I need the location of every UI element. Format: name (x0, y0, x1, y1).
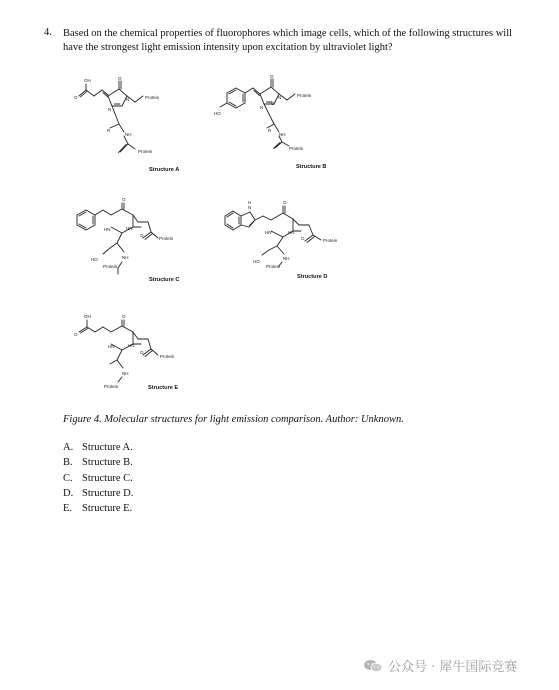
option-letter: D. (63, 487, 74, 499)
option-letter: B. (63, 457, 73, 469)
question-number: 4. (44, 27, 52, 38)
structure-d-label: HN (288, 230, 295, 235)
structure-b-label: N (278, 95, 282, 100)
structure-d-label: O (283, 200, 287, 205)
structure-c-caption: Structure C (149, 277, 180, 283)
structure-d (213, 188, 353, 288)
answer-options (63, 440, 133, 516)
structure-b-label: O (271, 101, 275, 106)
structure-d-label: Protein (323, 238, 338, 243)
structure-a-label: Protein (138, 149, 153, 154)
structure-c-label: Protein (159, 236, 174, 241)
structure-c-label: HO (91, 257, 98, 262)
structure-a-label: N (108, 107, 112, 112)
structure-c-label: O (140, 233, 144, 238)
structure-a-label: N (126, 97, 130, 102)
structure-e-label: NH (122, 371, 129, 376)
option-letter: E. (63, 503, 73, 515)
structure-a-drawing (70, 72, 200, 177)
figure-caption: Figure 4. Molecular structures for light emission comparison. Author: Unknown. (63, 414, 404, 425)
question-text: Based on the chemical properties of fluorophores which image cells, which of the following structures will have the strongest light emission intensity upon excitation by ultraviolet light? (63, 28, 513, 53)
structure-c-drawing (66, 188, 196, 288)
option-a[interactable] (63, 440, 133, 455)
structure-d-label: HN (265, 230, 272, 235)
structure-e-drawing (70, 300, 200, 400)
structure-e-label: O (140, 350, 144, 355)
structure-e-label: OH (84, 314, 91, 319)
option-text: Structure D. (82, 487, 134, 499)
structure-e-label: Protein (104, 384, 119, 389)
option-letter: C. (63, 472, 73, 484)
structure-b-label: N (260, 105, 264, 110)
option-b[interactable] (63, 455, 133, 470)
structure-a-label: Protein (145, 95, 160, 100)
structure-b (212, 72, 347, 177)
structure-b-label: HO (214, 111, 221, 116)
structure-a-label: O (74, 95, 78, 100)
structure-b-label: Protein (297, 93, 312, 98)
option-c[interactable] (63, 471, 133, 486)
structure-e-label: O (122, 314, 126, 319)
structure-e-label: Protein (160, 354, 175, 359)
structure-d-label: NH (283, 256, 290, 261)
structure-e-label: HN (108, 344, 115, 349)
option-letter: A. (63, 442, 74, 453)
watermark-text: 公众号 · 犀牛国际竞赛 (388, 660, 518, 675)
option-text: Structure A. (82, 442, 133, 453)
structure-b-caption: Structure B (296, 164, 327, 170)
structure-a-label: R (107, 128, 111, 133)
option-text: Structure C. (82, 472, 133, 484)
structure-c-label: HN (126, 226, 133, 231)
option-d[interactable] (63, 486, 133, 501)
structure-d-label: HO (253, 259, 260, 264)
structure-c-label: HN (104, 227, 111, 232)
structure-c-label: O (122, 197, 126, 202)
structure-b-label: Protein (289, 146, 304, 151)
structure-e (70, 300, 200, 400)
structure-b-label: O (270, 74, 274, 79)
structure-e-label: HN (128, 343, 135, 348)
structure-d-caption: Structure D (297, 274, 328, 280)
structure-d-label: Protein (266, 264, 281, 269)
wechat-icon (363, 659, 383, 673)
structure-c-label: Protein (103, 264, 118, 269)
watermark (363, 656, 517, 675)
structure-a-caption: Structure A (149, 167, 180, 173)
structure-d-label: H (248, 200, 252, 205)
structure-e-caption: Structure E (148, 385, 179, 391)
structure-d-label: N (248, 205, 252, 210)
structure-a-label: OH (84, 78, 91, 83)
structure-d-drawing (213, 188, 353, 288)
structure-a (70, 72, 200, 177)
structure-b-label: R (268, 128, 272, 133)
structure-a-label: O (118, 76, 122, 81)
structure-b-label: NH (279, 132, 286, 137)
structure-a-label: NH (125, 132, 132, 137)
structure-c (66, 188, 196, 288)
structure-e-label: O (74, 332, 78, 337)
option-text: Structure E. (82, 503, 133, 515)
structure-d-label: O (301, 236, 305, 241)
option-text: Structure B. (82, 457, 133, 469)
option-e[interactable] (63, 501, 133, 516)
structure-b-drawing (212, 72, 347, 177)
structure-c-label: NH (122, 255, 129, 260)
